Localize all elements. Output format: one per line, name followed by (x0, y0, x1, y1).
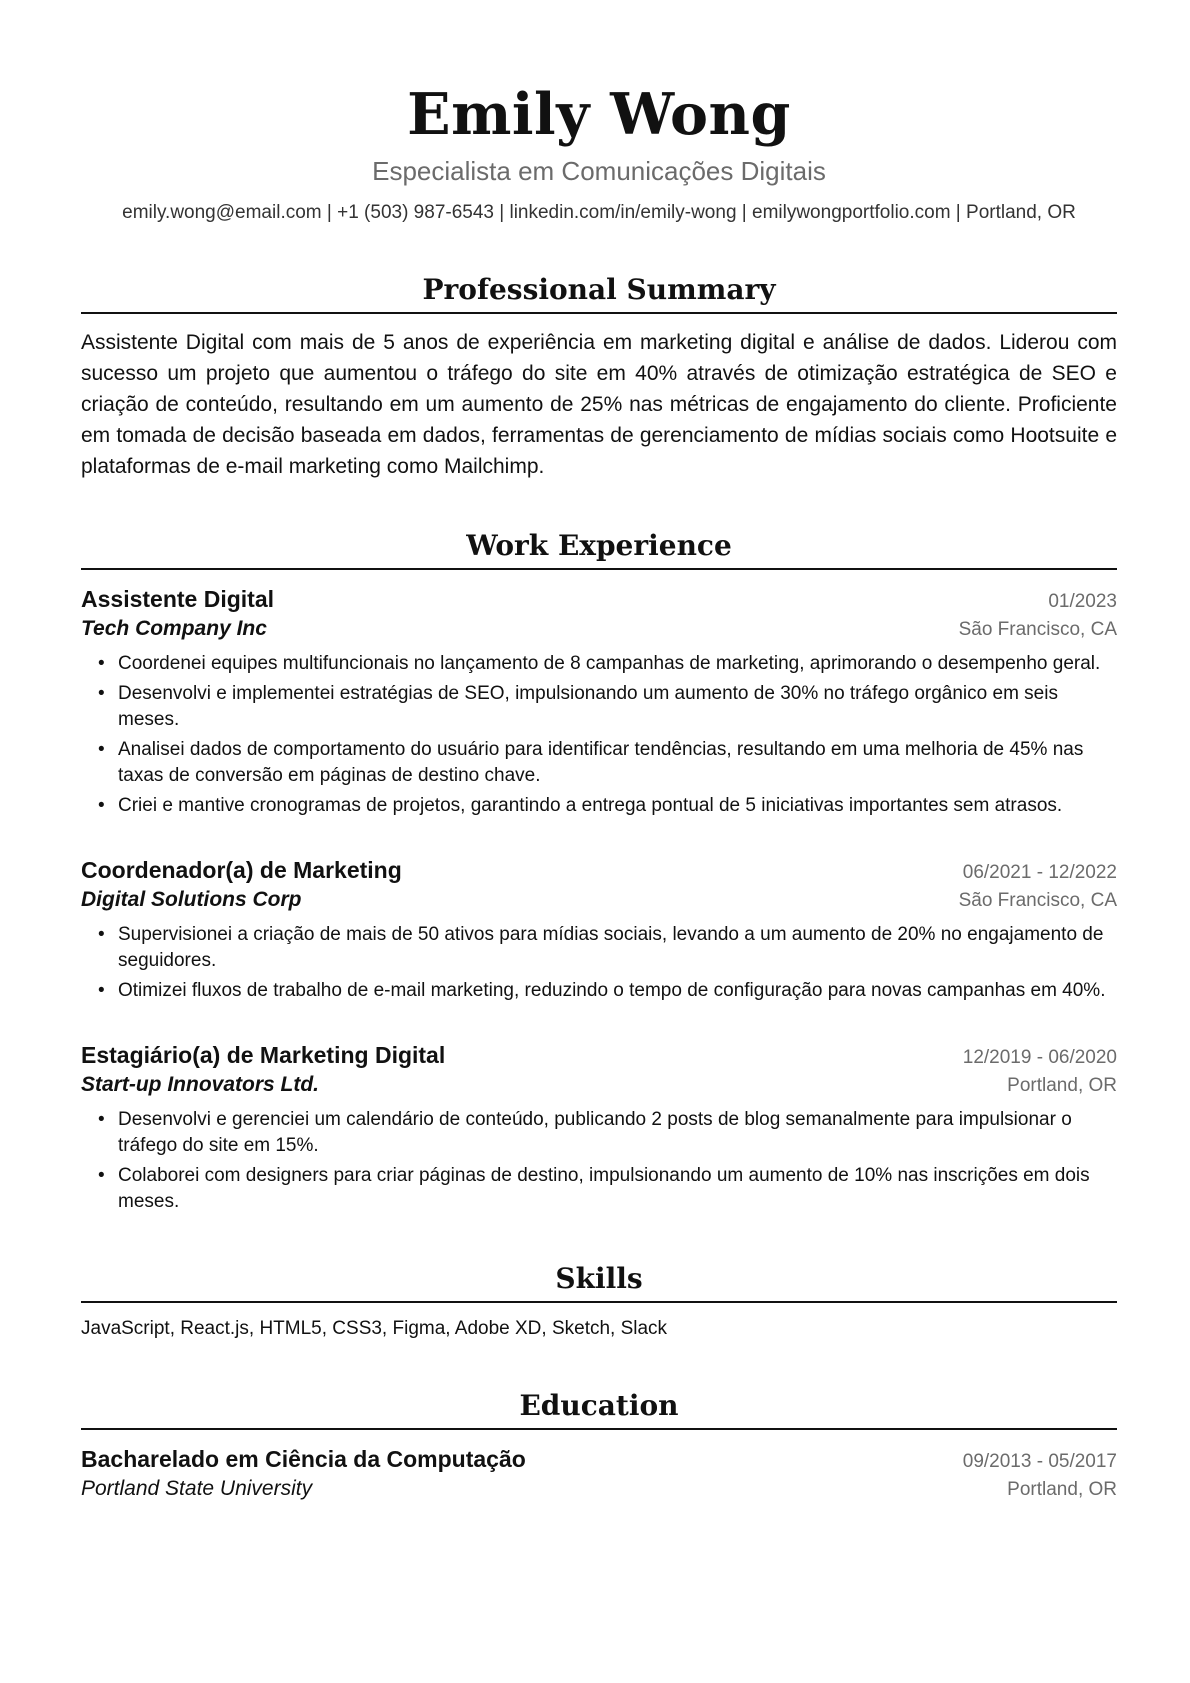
experience-section (81, 528, 1117, 1215)
education-date: 09/2013 - 05/2017 (962, 1451, 1117, 1472)
job-date: 01/2023 (1048, 591, 1117, 612)
summary-heading: Professional Summary (81, 272, 1117, 314)
job-bullet: • Colaborei com designers para criar páginas de destino, impulsionando um aumento de 10% nas inscrições em dois meses. (118, 1163, 1117, 1215)
education-section (81, 1388, 1117, 1503)
company-name: Digital Solutions Corp (81, 888, 302, 911)
job-bullet: • Coordenei equipes multifuncionais no lançamento de 8 campanhas de marketing, aprimorando o desempenho geral. (118, 651, 1117, 677)
education-entry (81, 1444, 1117, 1503)
job-date: 12/2019 - 06/2020 (962, 1047, 1117, 1068)
school-name: Portland State University (81, 1477, 313, 1500)
skills-list: JavaScript, React.js, HTML5, CSS3, Figma, Adobe XD, Sketch, Slack (81, 1318, 668, 1339)
job-bullets (81, 922, 1117, 1004)
job-title: Estagiário(a) de Marketing Digital (81, 1042, 446, 1068)
candidate-role: Especialista em Comunicações Digitais (372, 156, 826, 186)
job-bullets (81, 651, 1117, 819)
education-heading: Education (81, 1388, 1117, 1430)
job-title: Assistente Digital (81, 586, 274, 612)
job-bullet: • Analisei dados de comportamento do usuário para identificar tendências, resultando em uma melhoria de 45% nas taxas de conversão em páginas de destino chave. (118, 737, 1117, 789)
company-name: Tech Company Inc (81, 617, 267, 640)
job-date: 06/2021 - 12/2022 (962, 862, 1117, 883)
job-entry (81, 1040, 1117, 1215)
job-bullet: • Desenvolvi e gerenciei um calendário de conteúdo, publicando 2 posts de blog semanalmente para impulsionar o tráfego do site em 15%. (118, 1107, 1117, 1159)
summary-text: Assistente Digital com mais de 5 anos de experiência em marketing digital e análise de dados. Liderou com sucesso um projeto que aumentou o tráfego do site em 40% através de otimização estratégica de SEO e criação de conteúdo, resultando em um aumento de 25% nas métricas de engajamento do cliente. Proficiente em tomada de decisão baseada em dados, ferramentas de gerenciamento de mídias sociais como Hootsuite e plataformas de e-mail marketing como Mailchimp. (81, 331, 1117, 478)
resume-header (81, 82, 1117, 226)
candidate-name: Emily Wong (407, 81, 791, 148)
job-bullet: • Desenvolvi e implementei estratégias de SEO, impulsionando um aumento de 30% no tráfego orgânico em seis meses. (118, 681, 1117, 733)
job-bullet: • Criei e mantive cronogramas de projetos, garantindo a entrega pontual de 5 iniciativas importantes sem atrasos. (118, 793, 1117, 819)
summary-section (81, 272, 1117, 482)
company-name: Start-up Innovators Ltd. (81, 1073, 319, 1096)
job-bullets (81, 1107, 1117, 1215)
education-location: Portland, OR (1007, 1479, 1117, 1500)
skills-section (81, 1261, 1117, 1342)
job-location: São Francisco, CA (958, 619, 1117, 640)
job-title: Coordenador(a) de Marketing (81, 857, 402, 883)
experience-heading: Work Experience (81, 528, 1117, 570)
resume-page (81, 82, 1117, 1503)
job-location: Portland, OR (1007, 1075, 1117, 1096)
contact-line: emily.wong@email.com | +1 (503) 987-6543 | linkedin.com/in/emily-wong | emilywongportfolio.com | Portland, OR (122, 202, 1076, 223)
job-bullet: • Otimizei fluxos de trabalho de e-mail marketing, reduzindo o tempo de configuração para novas campanhas em 40%. (118, 978, 1117, 1004)
job-bullet: • Supervisionei a criação de mais de 50 ativos para mídias sociais, levando a um aumento de 20% no engajamento de seguidores. (118, 922, 1117, 974)
job-entry (81, 855, 1117, 1004)
skills-heading: Skills (81, 1261, 1117, 1303)
job-entry (81, 584, 1117, 819)
degree-name: Bacharelado em Ciência da Computação (81, 1446, 526, 1472)
job-location: São Francisco, CA (958, 890, 1117, 911)
